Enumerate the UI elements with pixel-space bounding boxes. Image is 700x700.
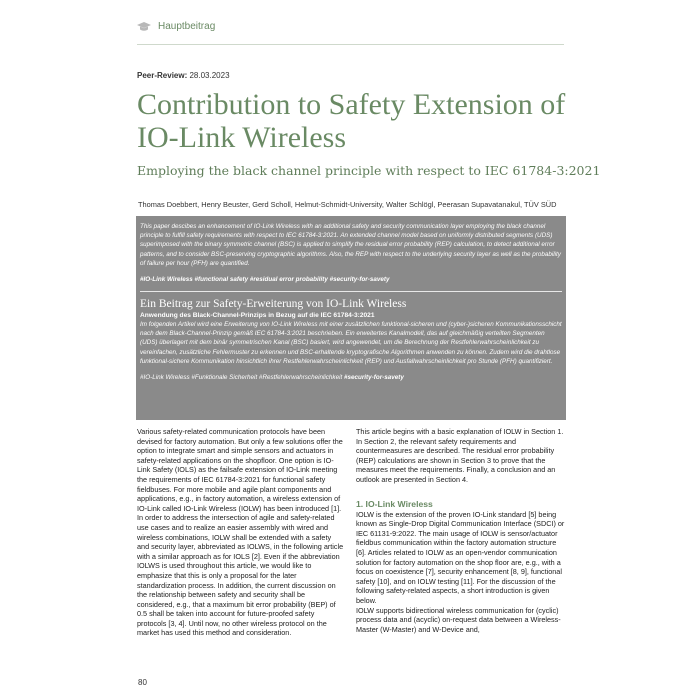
authors-line: Thomas Doebbert, Henry Beuster, Gerd Scholl, Helmut-Schmidt-University, Walter Schlögl, Peerasan Supavatanakul, TÜV SÜD bbox=[138, 200, 557, 209]
page-number: 80 bbox=[138, 678, 147, 687]
abstract-de-subtitle: Anwendung des Black-Channel-Prinzips in Bezug auf die IEC 61784-3:2021 bbox=[140, 312, 375, 320]
body-paragraph-section1-cont: IOLW supports bidirectional wireless communication for (cyclic) process data and (acyclic) on-request data between a Wireless-Master (W-Master) and W-Device and, bbox=[356, 605, 561, 634]
graduation-cap-icon bbox=[137, 22, 151, 32]
peer-review-date: 28.03.2023 bbox=[189, 71, 230, 80]
section-heading: 1. IO-Link Wireless bbox=[356, 498, 433, 509]
body-paragraph-section1: IOLW is the extension of the proven IO-Link standard [5] being known as Single-Drop Digital Communication Interface (SDCI) or IEC 61131-9:2022. The main usage of IOLW is sensor/actuator fieldbus communication within the factory automation structure [6]. Articles related to IOLW as an open-vendor communication solution for factory automation on the shop floor are, e.g., with a focus on coexistence [7], security enhancement [8, 9], functional safety [10], and on IOLW testing [11]. For the discussion of the following safety-related aspects, a short introduction is given below. bbox=[356, 509, 565, 605]
abstract-divider bbox=[140, 291, 562, 292]
abstract-en-keywords: #IO-Link Wireless #functional safety #residual error probability #security-for-savety bbox=[140, 276, 390, 284]
body-paragraph: Various safety-related communication protocols have been devised for factory automation. But only a few solutions offer the option to integrate smart and simple sensors and actuators in safety-related applications on the shopfloor. One option is IO-Link Safety (IOLS) as the failsafe extension of IO-Link meeting the requirements of IEC 61784-3:2021 for functional safety fieldbuses. For more mobile and agile plant components and applications, e.g., in factory automation, a wireless extension of IO-Link called IO-Link Wireless (IOLW) has been introduced [1]. In order to address the intersection of agile and safety-related use cases and to realize an easier assembly with wired and wireless combinations, IOLW shall be extended with a safety and security layer, abbreviated as IOLWS, in the following article with a similar approach as for IOLS [2]. Even if the abbreviation IOLWS is used throughout this article, we would like to emphasize that this is only a proposal for the later standardization process. In addition, the current discussion on the relationship between safety and security shall be considered, e.g., that a maximum bit error probability (BEP) of 0.5 shall be taken into account for future-proofed safety protocols [3, 4]. Until now, no other wireless protocol on the market has used this method and consideration. bbox=[137, 427, 344, 638]
abstract-de-text: Im folgenden Artikel wird eine Erweiterung von IO-Link Wireless mit einer zusätzlichen funktional-sicheren und (cyber-)sicheren Kommunikationsschicht nach dem Black-Channel-Prinzip gemäß IEC 61784-3:2021 beschrieben. Ein erweitertes Kanalmodell, das auf gleichmäßig verteilten Segmenten (UDS) überlagert mit dem binär symmetrischen Kanal (BSC) basiert, wird angewendet, um die Berechnung der Restfehlerwahrscheinlichkeit zu vereinfachen, zusätzliche Fehlermuster zu erkennen und BSC-erhaltende kryptografische Algorithmen anwenden zu können. Zudem wird die drahtlose funktional-sichere Kommunikation hinsichtlich ihrer Restfehlerwahrscheinlichkeit (REP) und Ausfallwahrscheinlichkeit pro Stunde (PFH) quantifiziert. bbox=[140, 321, 562, 365]
section-header bbox=[137, 21, 215, 32]
peer-review-line bbox=[137, 71, 230, 80]
abstract-box bbox=[136, 216, 566, 420]
abstract-de-keywords-plain: #IO-Link Wireless #Funktionale Sicherheit #Restfehlerwahrscheinlichkeit bbox=[140, 374, 344, 382]
abstract-en-text: This paper descibes an enhancement of IO-Link Wireless with an additional safety and security communication layer employing the black channel principle to fulfill safety requirements with respect to IEC 61784-3:2021. An extended channel model based on uniformly distributed segments (UDS) superimposed with the binary symmetric channel (BSC) is applied to simplify the residual error probability (REP) calculation, to detect additional error patterns, and to consider BSC-preserving cryptographic algorithms. Also, the REP with respect to the underlying security layer as well as the probability of failure per hour (PFH) are quantified. bbox=[140, 223, 561, 267]
body-paragraph-intro: This article begins with a basic explanation of IOLW in Section 1. In Section 2, the relevant safety requirements and countermeasures are described. The residual error probability (REP) calculations are shown in Section 3 to prove that the measures meet the requirements. Finally, a conclusion and an outlook are presented in Section 4. bbox=[356, 427, 564, 484]
article-title: Contribution to Safety Extension of IO-Link Wireless bbox=[137, 88, 566, 154]
abstract-de-keywords-bold: #security-for-savety bbox=[344, 374, 404, 382]
body-column-right bbox=[356, 427, 566, 634]
article-subtitle: Employing the black channel principle with respect to IEC 61784-3:2021 bbox=[137, 163, 601, 178]
body-column-left bbox=[137, 427, 344, 638]
abstract-de-keywords bbox=[140, 374, 562, 381]
section-label: Hauptbeitrag bbox=[158, 21, 216, 32]
abstract-de-title: Ein Beitrag zur Safety-Erweiterung von IO-Link Wireless bbox=[140, 298, 407, 311]
peer-review-label: Peer-Review: bbox=[137, 71, 188, 80]
header-divider bbox=[137, 44, 564, 45]
